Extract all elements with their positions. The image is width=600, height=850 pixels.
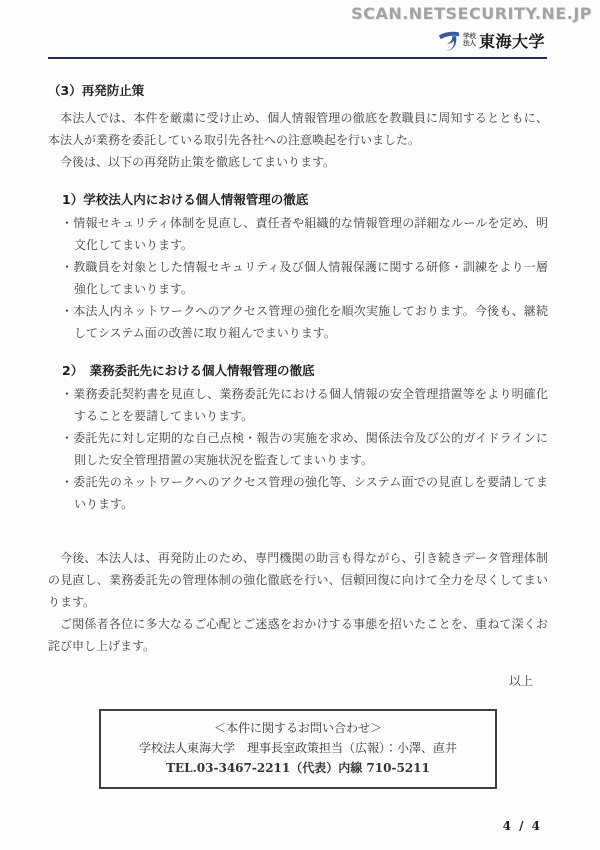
bullet-item: ・業務委託契約書を見直し、業務委託先における個人情報の安全管理措置等をより明確化することを要請してまいります。 [61, 387, 548, 423]
section3-heading: （3）再発防止策 [48, 83, 145, 98]
logo-corp-line2: 法人 [462, 39, 476, 47]
section3-paragraph-2: 今後は、以下の再発防止策を徹底してまいります。 [60, 155, 336, 169]
bullet-item: ・委託先に対し定期的な自己点検・報告の実施を求め、関係法令及び公的ガイドラインに則した安全管理措置の実施状況を監査してまいります。 [61, 431, 548, 467]
bullet-item: ・教職員を対象とした情報セキュリティ及び個人情報保護に関する研修・訓練をより一層強化してまいります。 [61, 260, 548, 296]
contact-tel-line: TEL.03-3467-2211（代表）内線 710-5211 [166, 761, 430, 775]
bullet-item: ・委託先のネットワークへのアクセス管理の強化等、システム面での見直しを要請してまいります。 [61, 475, 548, 511]
contact-info-box [99, 709, 497, 789]
subsection2-bullet-list [48, 383, 548, 515]
tokai-logo-icon [438, 29, 460, 51]
closing-paragraph-1: 今後、本法人は、再発防止のため、専門機関の助言も得ながら、引き続きデータ管理体制の見直し、業務委託先の管理体制の強化徹底を行い、信頼回復に向けて全力を尽くしてまいります。 [48, 551, 548, 609]
subsection2-heading: 2） 業務委託先における個人情報管理の徹底 [62, 363, 315, 378]
document-body [48, 83, 548, 789]
header-divider [48, 57, 547, 59]
university-logo [0, 28, 600, 52]
section3-paragraph-1: 本法人では、本件を厳粛に受け止め、個人情報管理の徹底を教職員に周知するとともに、本法人が業務を委託している取引先各社への注意喚起を行いました。 [48, 111, 548, 147]
bullet-item: ・情報セキュリティ体制を見直し、責任者や組織的な情報管理の詳細なルールを定め、明文化してまいります。 [61, 216, 548, 252]
logo-university-name: 東海大学 [478, 31, 545, 51]
closing-mark: 以上 [508, 674, 533, 688]
page-number: 4 / 4 [502, 819, 542, 833]
bullet-item: ・本法人内ネットワークへのアクセス管理の強化を順次実施しております。今後も、継続してシステム面の改善に取り組んでまいります。 [61, 304, 548, 340]
contact-staff-line: 学校法人東海大学 理事長室政策担当（広報）：小澤、直井 [138, 741, 457, 755]
closing-block [48, 547, 548, 657]
subsection1-bullet-list [48, 212, 548, 344]
closing-paragraph-2: ご関係者各位に多大なるご心配とご迷惑をおかけする事態を招いたことを、重ねて深くお詫び申し上げます。 [48, 617, 548, 653]
logo-corp-line1: 学校 [462, 32, 476, 40]
subsection1-heading: 1）学校法人内における個人情報管理の徹底 [62, 192, 309, 207]
logo-corp-label [463, 33, 476, 47]
scan-watermark: SCAN.NETSECURITY.NE.JP [351, 4, 592, 23]
contact-box-title: ＜本件に関するお問い合わせ＞ [213, 721, 382, 735]
